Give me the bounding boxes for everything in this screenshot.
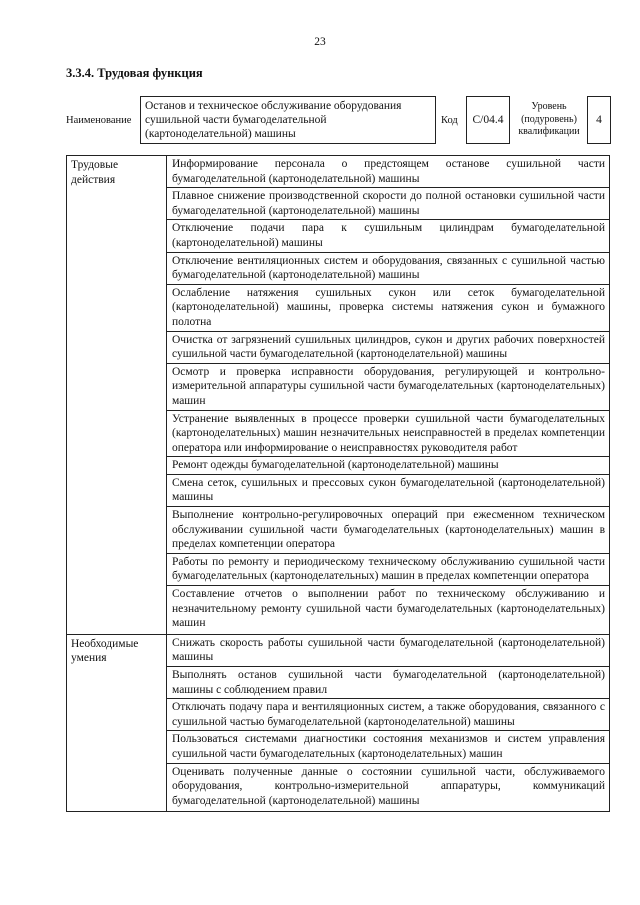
table-cell-item: Составление отчетов о выполнении работ по техническому обслуживанию и незначительному ремонту сушильной части бумагоделательных (картоноделательных) машин [167,586,610,635]
table-cell-item: Очистка от загрязнений сушильных цилиндров, сукон и других рабочих поверхностей сушильной части бумагоделательной (картоноделательной) машины [167,331,610,363]
page-number: 23 [314,36,326,48]
qualification-level-label: Уровень (подуровень) квалификации [518,101,580,137]
function-name-value: Останов и техническое обслуживание оборудования сушильной части бумагоделательной (картоноделательной) машины [140,96,436,144]
table-cell-item: Информирование персонала о предстоящем останове сушильной части бумагоделательной (картоноделательной) машины [167,156,610,188]
qualification-level-value: 4 [587,96,611,144]
table-cell-item: Устранение выявленных в процессе проверки сушильной части бумагоделательных (картоноделательных) машин незначительных неисправностей в пределах компетенции оператора или информирование о неисправностях руководителя работ [167,410,610,457]
table-cell-item: Отключение подачи пара к сушильным цилиндрам бумагоделательной (картоноделательной) машины [167,220,610,252]
table-cell-item: Выполнение контрольно-регулировочных операций при ежесменном техническом обслуживании сушильной части бумагоделательных (картоноделательных) машин в пределах компетенции оператора [167,507,610,554]
table-cell-item: Плавное снижение производственной скорости до полной остановки сушильной части бумагоделательной (картоноделательной) машины [167,188,610,220]
table-cell-item: Осмотр и проверка исправности оборудования, регулирующей и контрольно-измерительной аппаратуры сушильной части бумагоделательных (картоноделательных) машин [167,363,610,410]
table-row [67,156,610,188]
group-label: Трудовые действия [67,156,167,635]
name-label: Наименование [66,115,132,126]
labor-function-table [66,155,610,812]
section-title: 3.3.4. Трудовая функция [66,66,203,80]
group-label: Необходимые умения [67,634,167,812]
table-cell-item: Оценивать полученные данные о состоянии сушильной части, обслуживаемого оборудования, контрольно-измерительной аппаратуры, коммуникаций бумагоделательной (картоноделательной) машины [167,763,610,812]
table-row [67,634,610,666]
table-cell-item: Отключение вентиляционных систем и оборудования, связанных с сушильной частью бумагоделательной (картоноделательной) машины [167,252,610,284]
table-cell-item: Ремонт одежды бумагоделательной (картоноделательной) машины [167,457,610,475]
code-label: Код [441,115,458,126]
table-cell-item: Выполнять останов сушильной части бумагоделательной (картоноделательной) машины с соблюдением правил [167,667,610,699]
code-value: С/04.4 [466,96,510,144]
table-cell-item: Отключать подачу пара и вентиляционных систем, а также оборудования, связанного с сушильной частью бумагоделательной (картоноделательной) машины [167,699,610,731]
table-cell-item: Снижать скорость работы сушильной части бумагоделательной (картоноделательной) машины [167,634,610,666]
table-cell-item: Пользоваться системами диагностики состояния механизмов и систем управления сушильной части бумагоделательных (картоноделательных) машин [167,731,610,763]
table-cell-item: Ослабление натяжения сушильных сукон или сеток бумагоделательной (картоноделательной) машины, проверка системы натяжения сукон и бумажного полотна [167,284,610,331]
table-cell-item: Смена сеток, сушильных и прессовых сукон бумагоделательной (картоноделательной) машины [167,474,610,506]
table-cell-item: Работы по ремонту и периодическому техническому обслуживанию сушильной части бумагоделательных (картоноделательных) машин в пределах компетенции оператора [167,553,610,585]
